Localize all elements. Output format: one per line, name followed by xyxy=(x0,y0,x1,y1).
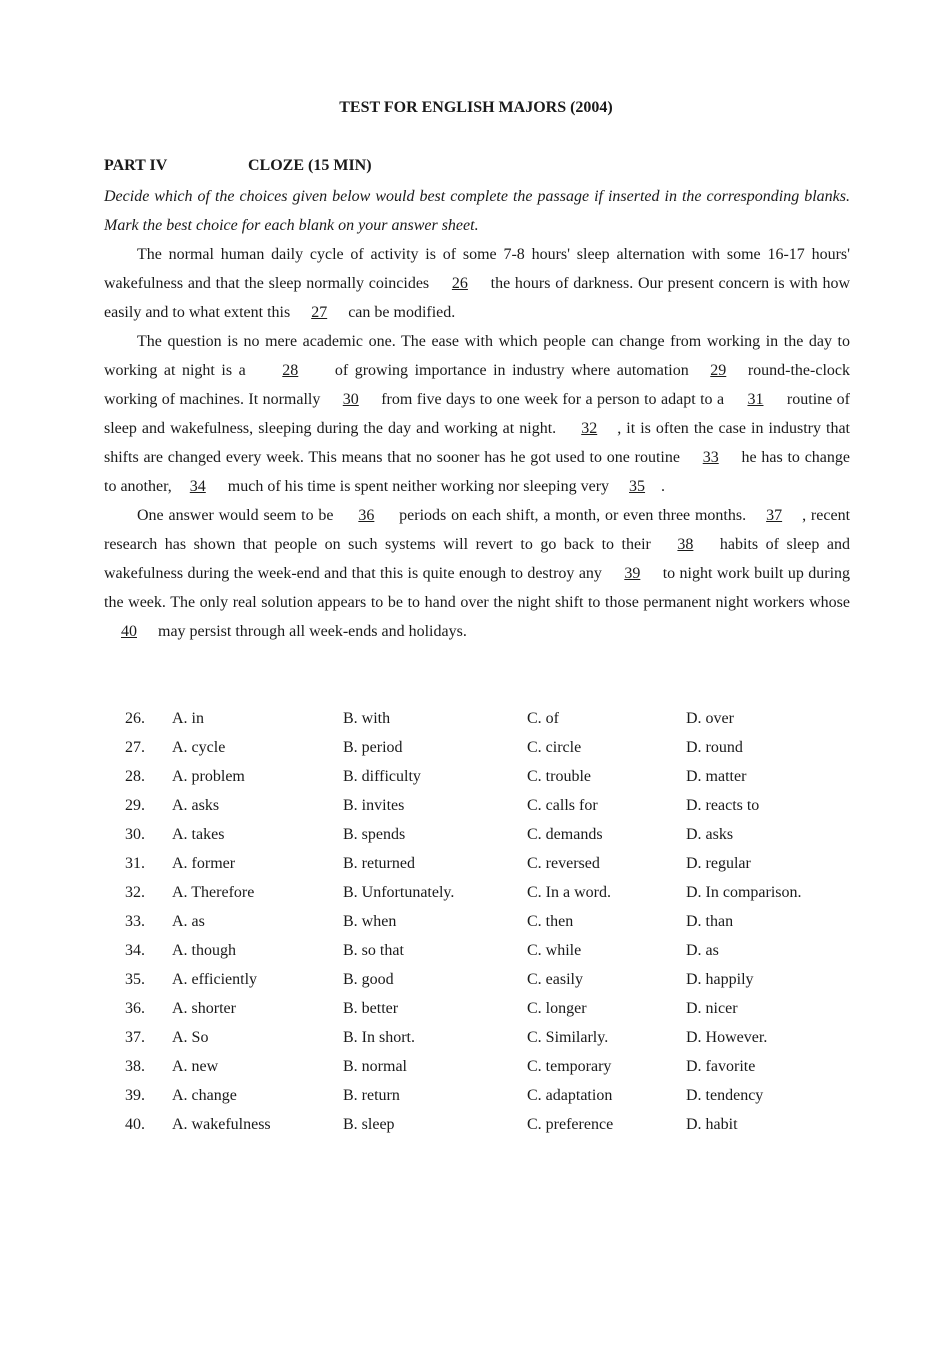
passage-text: , it is often the case in industry that shifts are changed every week. This means that no sooner has he got used to one routine xyxy=(104,420,851,466)
blank-27: 27 xyxy=(311,304,328,321)
option-a: A. asks xyxy=(172,797,220,814)
option-row-37 xyxy=(0,1023,952,1052)
question-number: 32. xyxy=(125,884,145,901)
option-c: C. longer xyxy=(527,1000,587,1017)
blank-39: 39 xyxy=(624,565,641,582)
option-c: C. easily xyxy=(527,971,583,988)
blank-35: 35 xyxy=(629,478,646,495)
option-b: B. period xyxy=(343,739,403,756)
option-row-34 xyxy=(0,936,952,965)
question-number: 31. xyxy=(125,855,145,872)
blank-33: 33 xyxy=(702,449,719,466)
blank-29: 29 xyxy=(710,362,727,379)
blank-28: 28 xyxy=(282,362,299,379)
question-number: 38. xyxy=(125,1058,145,1075)
option-row-36 xyxy=(0,994,952,1023)
option-d: D. regular xyxy=(686,855,751,872)
option-c: C. circle xyxy=(527,739,582,756)
answer-options xyxy=(0,704,952,1139)
passage-text: of growing importance in industry where automation xyxy=(328,362,696,379)
option-d: D. habit xyxy=(686,1116,738,1133)
passage-text: , recent research has shown that people on such systems will revert to go back to their xyxy=(104,507,851,553)
option-b: B. invites xyxy=(343,797,405,814)
option-c: C. adaptation xyxy=(527,1087,613,1104)
option-a: A. as xyxy=(172,913,205,930)
option-c: C. calls for xyxy=(527,797,598,814)
question-number: 34. xyxy=(125,942,145,959)
option-d: D. In comparison. xyxy=(686,884,802,901)
question-number: 39. xyxy=(125,1087,145,1104)
question-number: 28. xyxy=(125,768,145,785)
blank-30: 30 xyxy=(342,391,359,408)
question-number: 27. xyxy=(125,739,145,756)
option-a: A. Therefore xyxy=(172,884,255,901)
option-c: C. of xyxy=(527,710,559,727)
passage-text: periods on each shift, a month, or even three months. xyxy=(394,507,747,524)
part-heading xyxy=(104,157,372,175)
option-a: A. in xyxy=(172,710,204,727)
option-b: B. when xyxy=(343,913,397,930)
passage-paragraph-2 xyxy=(104,327,850,501)
option-d: D. happily xyxy=(686,971,754,988)
option-row-35 xyxy=(0,965,952,994)
option-a: A. takes xyxy=(172,826,225,843)
blank-34: 34 xyxy=(189,478,206,495)
part-name: CLOZE (15 MIN) xyxy=(248,157,372,174)
option-d: D. tendency xyxy=(686,1087,764,1104)
option-a: A. though xyxy=(172,942,236,959)
blank-40: 40 xyxy=(121,623,137,640)
option-b: B. with xyxy=(343,710,391,727)
option-c: C. while xyxy=(527,942,582,959)
option-row-33 xyxy=(0,907,952,936)
option-c: C. preference xyxy=(527,1116,614,1133)
option-c: C. Similarly. xyxy=(527,1029,609,1046)
option-c: C. In a word. xyxy=(527,884,611,901)
passage-text: much of his time is spent neither working nor sleeping very xyxy=(223,478,614,495)
blank-37: 37 xyxy=(766,507,783,524)
blank-32: 32 xyxy=(581,420,598,437)
instructions: Decide which of the choices given below would best complete the passage if inserted in the corresponding blanks. Mark the best choice for each blank on your answer sheet. xyxy=(104,188,850,234)
question-number: 29. xyxy=(125,797,145,814)
option-b: B. sleep xyxy=(343,1116,395,1133)
blank-31: 31 xyxy=(747,391,764,408)
option-b: B. Unfortunately. xyxy=(343,884,455,901)
question-number: 26. xyxy=(125,710,145,727)
passage-text: routine of sleep and wakefulness, sleeping during the day and working at night. xyxy=(104,391,850,437)
option-b: B. return xyxy=(343,1087,400,1104)
option-a: A. change xyxy=(172,1087,237,1104)
option-row-31 xyxy=(0,849,952,878)
option-c: C. trouble xyxy=(527,768,591,785)
passage-text: from five days to one week for a person to adapt to a xyxy=(376,391,729,408)
option-b: B. normal xyxy=(343,1058,407,1075)
option-row-29 xyxy=(0,791,952,820)
option-b: B. better xyxy=(343,1000,399,1017)
option-a: A. So xyxy=(172,1029,209,1046)
option-d: D. favorite xyxy=(686,1058,756,1075)
option-b: B. good xyxy=(343,971,394,988)
option-a: A. shorter xyxy=(172,1000,236,1017)
passage-paragraph-3 xyxy=(104,501,850,646)
passage-text: round-the-clock working of machines. It normally xyxy=(104,362,850,408)
option-d: D. nicer xyxy=(686,1000,738,1017)
passage-text: he has to change to another, xyxy=(104,449,850,495)
option-c: C. reversed xyxy=(527,855,600,872)
passage-text: the hours of darkness. Our present concern is with how easily and to what extent this xyxy=(104,275,850,321)
option-a: A. problem xyxy=(172,768,245,785)
option-b: B. returned xyxy=(343,855,415,872)
option-b: B. so that xyxy=(343,942,404,959)
option-d: D. asks xyxy=(686,826,734,843)
option-row-39 xyxy=(0,1081,952,1110)
option-d: D. However. xyxy=(686,1029,768,1046)
option-d: D. as xyxy=(686,942,719,959)
option-a: A. former xyxy=(172,855,236,872)
option-row-26 xyxy=(0,704,952,733)
passage-text: . xyxy=(661,478,666,495)
option-b: B. spends xyxy=(343,826,406,843)
option-a: A. new xyxy=(172,1058,219,1075)
passage-text: may persist through all week-ends and holidays. xyxy=(154,623,467,640)
document-title: TEST FOR ENGLISH MAJORS (2004) xyxy=(339,99,613,116)
option-a: A. efficiently xyxy=(172,971,258,988)
option-a: A. wakefulness xyxy=(172,1116,271,1133)
question-number: 33. xyxy=(125,913,145,930)
blank-36: 36 xyxy=(358,507,375,524)
passage-text: can be modified. xyxy=(344,304,456,321)
cloze-passage xyxy=(104,182,850,646)
option-c: C. demands xyxy=(527,826,603,843)
question-number: 37. xyxy=(125,1029,145,1046)
passage-text: habits of sleep and wakefulness during the week-end and that this is quite enough to destroy any xyxy=(104,536,850,582)
option-b: B. difficulty xyxy=(343,768,421,785)
blank-38: 38 xyxy=(677,536,694,553)
option-d: D. reacts to xyxy=(686,797,760,814)
passage-text: to night work built up during the week. The only real solution appears to be to hand over the night shift to those permanent night workers whose xyxy=(104,565,851,611)
option-d: D. over xyxy=(686,710,734,727)
passage-text: The normal human daily cycle of activity is of some 7-8 hours' sleep alternation with some 16-17 hours' wakefulness and that the sleep normally coincides xyxy=(104,246,850,292)
option-row-38 xyxy=(0,1052,952,1081)
question-number: 35. xyxy=(125,971,145,988)
option-d: D. round xyxy=(686,739,743,756)
option-c: C. then xyxy=(527,913,574,930)
option-a: A. cycle xyxy=(172,739,226,756)
option-row-40 xyxy=(0,1110,952,1139)
question-number: 30. xyxy=(125,826,145,843)
passage-text: The question is no mere academic one. The ease with which people can change from working in the day to working at night is a xyxy=(104,333,850,379)
question-number: 40. xyxy=(125,1116,145,1133)
option-d: D. than xyxy=(686,913,734,930)
option-c: C. temporary xyxy=(527,1058,612,1075)
option-b: B. In short. xyxy=(343,1029,415,1046)
question-number: 36. xyxy=(125,1000,145,1017)
part-label: PART IV xyxy=(104,157,168,174)
option-row-32 xyxy=(0,878,952,907)
option-d: D. matter xyxy=(686,768,747,785)
passage-text: One answer would seem to be xyxy=(137,507,339,524)
option-row-27 xyxy=(0,733,952,762)
option-row-28 xyxy=(0,762,952,791)
blank-26: 26 xyxy=(451,275,468,292)
passage-paragraph-1 xyxy=(104,240,850,327)
option-row-30 xyxy=(0,820,952,849)
